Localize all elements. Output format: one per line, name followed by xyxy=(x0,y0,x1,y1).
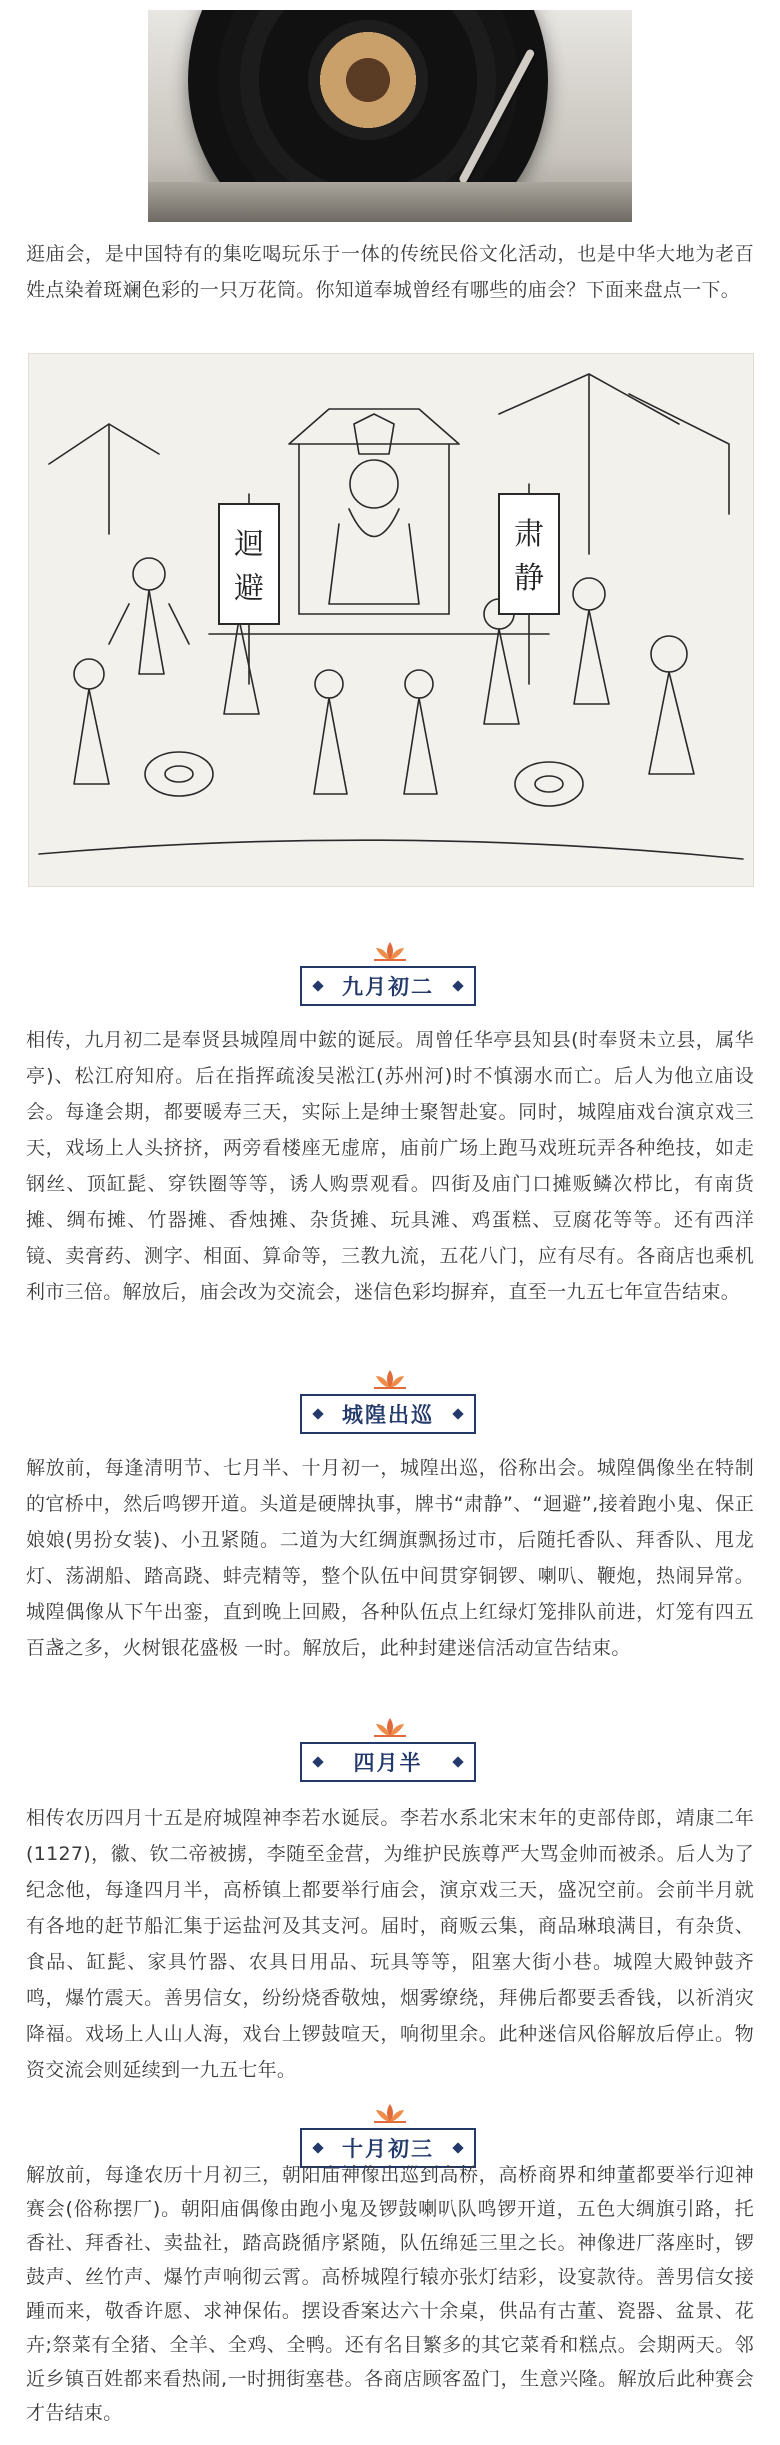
section-title: 九月初二 xyxy=(300,966,476,1006)
temple-fair-procession-illustration xyxy=(28,353,754,887)
sign-left-text: 迴避 xyxy=(234,528,264,605)
section-title: 城隍出巡 xyxy=(300,1394,476,1434)
section-heading-2 xyxy=(0,1368,780,1440)
section-body-1: 相传，九月初二是奉贤县城隍周中鋐的诞辰。周曾任华亭县知县(时奉贤未立县，属华亭)、松江府知府。后在指挥疏浚吴淞江(苏州河)时不慎溺水而亡。后人为他立庙设会。每逢会期，都要暖寿三天，实际上是绅士聚智赴宴。同时，城隍庙戏台演京戏三天，戏场上人头挤挤，两旁看楼座无虚席，庙前广场上跑马戏班玩弄各种绝技，如走钢丝、顶缸髭、穿铁圈等等，诱人购票观看。四街及庙门口摊贩鳞次栉比，有南货摊、绸布摊、竹器摊、香烛摊、杂货摊、玩具滩、鸡蛋糕、豆腐花等等。还有西洋镜、卖膏药、测字、相面、算命等，三教九流，五花八门，应有尽有。各商店也乘机利市三倍。解放后，庙会改为交流会，迷信色彩均摒弃，直至一九五七年宣告结束。 xyxy=(26,1029,754,1303)
lotus-icon xyxy=(372,1716,408,1738)
section-body-2: 解放前，每逢清明节、七月半、十月初一，城隍出巡，俗称出会。城隍偶像坐在特制的官桥中，然后鸣锣开道。头道是硬牌执事，牌书“肃静”、“迴避”,接着跑小鬼、保正娘娘(男扮女装)、小丑紧随。二道为大红绸旗飘扬过市，后随托香队、拜香队、甩龙灯、荡湖船、踏高跷、蚌壳精等，整个队伍中间贯穿铜锣、喇叭、鞭炮，热闹异常。城隍偶像从下午出銮，直到晚上回殿，各种队伍点上红绿灯笼排队前进，灯笼有四五百盏之多，火树银花盛极 一时。解放后，此种封建迷信活动宣告结束。 xyxy=(26,1457,754,1659)
intro-paragraph: 逛庙会，是中国特有的集吃喝玩乐于一体的传统民俗文化活动，也是中华大地为老百姓点染着斑斓色彩的一只万花筒。你知道奉城曾经有哪些的庙会？下面来盘点一下。 xyxy=(26,243,754,301)
section-heading-1 xyxy=(0,940,780,1012)
section-heading-3 xyxy=(0,1716,780,1788)
section-body-4: 解放前，每逢农历十月初三，朝阳庙神像出巡到高桥，高桥商界和绅董都要举行迎神赛会(俗称摆厂)。朝阳庙偶像由跑小鬼及锣鼓喇叭队鸣锣开道，五色大绸旗引路，托香社、拜香社、卖盐社，踏高跷循序紧随，队伍绵延三里之长。神像进厂落座时，锣鼓声、丝竹声、爆竹声响彻云霄。高桥城隍行辕亦张灯结彩，设宴款待。善男信女接踵而来，敬香许愿、求神保佑。摆设香案达六十余桌，供品有古董、瓷器、盆景、花卉;祭菜有全猪、全羊、全鸡、全鸭。还有名目繁多的其它菜肴和糕点。会期两天。邻近乡镇百姓都来看热闹,一时拥街塞巷。各商店顾客盈门，生意兴隆。解放后此种赛会才告结束。 xyxy=(26,2164,754,2424)
lotus-icon xyxy=(372,940,408,962)
record-player-photo xyxy=(148,10,632,222)
section-title: 四月半 xyxy=(300,1742,476,1782)
lotus-icon xyxy=(372,1368,408,1390)
sign-right-text: 肃静 xyxy=(514,518,544,595)
section-body-3: 相传农历四月十五是府城隍神李若水诞辰。李若水系北宋末年的吏部侍郎，靖康二年(1127)，徽、钦二帝被掳，李随至金营，为维护民族尊严大骂金帅而被杀。后人为了纪念他，每逢四月半，高桥镇上都要举行庙会，演京戏三天，盛况空前。会前半月就有各地的赶节船汇集于运盐河及其支河。届时，商贩云集，商品琳琅满目，有杂货、食品、缸髭、家具竹器、农具日用品、玩具等等，阻塞大街小巷。城隍大殿钟鼓齐鸣，爆竹震天。善男信女，纷纷烧香敬烛，烟雾缭绕，拜佛后都要丢香钱，以祈消灾降福。戏场上人山人海，戏台上锣鼓喧天，响彻里余。此种迷信风俗解放后停止。物资交流会则延续到一九五七年。 xyxy=(26,1807,754,2081)
section-title: 十月初三 xyxy=(300,2128,476,2168)
lotus-icon xyxy=(372,2102,408,2124)
